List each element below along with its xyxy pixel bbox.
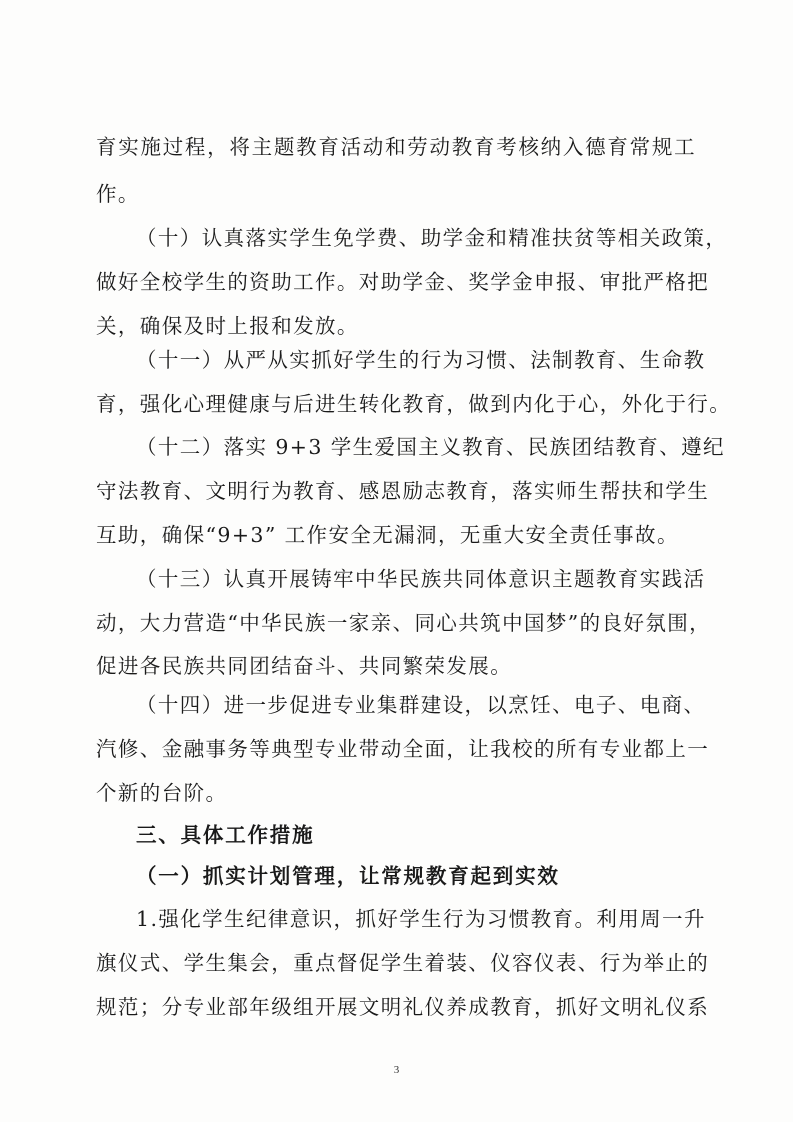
section-heading: 三、具体工作措施 [136,823,315,847]
text-line: 守法教育、文明行为教育、感恩励志教育，落实师生帮扶和学生 [96,479,710,503]
text-line: 动，大力营造“中华民族一家亲、同心共筑中国梦”的良好氛围， [96,611,712,635]
paragraph-thirteen: （十三）认真开展铸牢中华民族共同体意识主题教育实践活 [136,567,706,591]
text-line: 规范；分专业部年级组开展文明礼仪养成教育，抓好文明礼仪系 [96,995,710,1019]
page-number: 3 [393,1064,400,1076]
text-line: 互助，确保“9+3” 工作安全无漏洞，无重大安全责任事故。 [96,523,679,547]
paragraph-twelve: （十二）落实 9+3 学生爱国主义教育、民族团结教育、遵纪 [136,435,725,459]
text-line: 汽修、金融事务等典型专业带动全面，让我校的所有专业都上一 [96,737,710,761]
paragraph-ten: （十）认真落实学生免学费、助学金和精准扶贫等相关政策， [136,226,728,250]
paragraph-fourteen: （十四）进一步促进专业集群建设，以烹饪、电子、电商、 [136,693,706,717]
text-line: 旗仪式、学生集会，重点督促学生着装、仪容仪表、行为举止的 [96,951,710,975]
subsection-heading: （一）抓实计划管理，让常规教育起到实效 [136,864,560,888]
text-line: 育实施过程，将主题教育活动和劳动教育考核纳入德育常规工 [96,135,696,159]
text-line: 促进各民族共同团结奋斗、共同繁荣发展。 [96,654,513,678]
text-line: 个新的台阶。 [96,781,228,805]
text-line: 作。 [96,182,140,206]
paragraph-item-one: 1.强化学生纪律意识，抓好学生行为习惯教育。利用周一升 [136,907,706,931]
text-line: 育，强化心理健康与后进生转化教育，做到内化于心，外化于行。 [96,392,732,416]
text-line: 做好全校学生的资助工作。对助学金、奖学金申报、审批严格把 [96,270,710,294]
text-line: 关，确保及时上报和发放。 [96,314,359,338]
paragraph-eleven: （十一）从严从实抓好学生的行为习惯、法制教育、生命教 [136,348,706,372]
